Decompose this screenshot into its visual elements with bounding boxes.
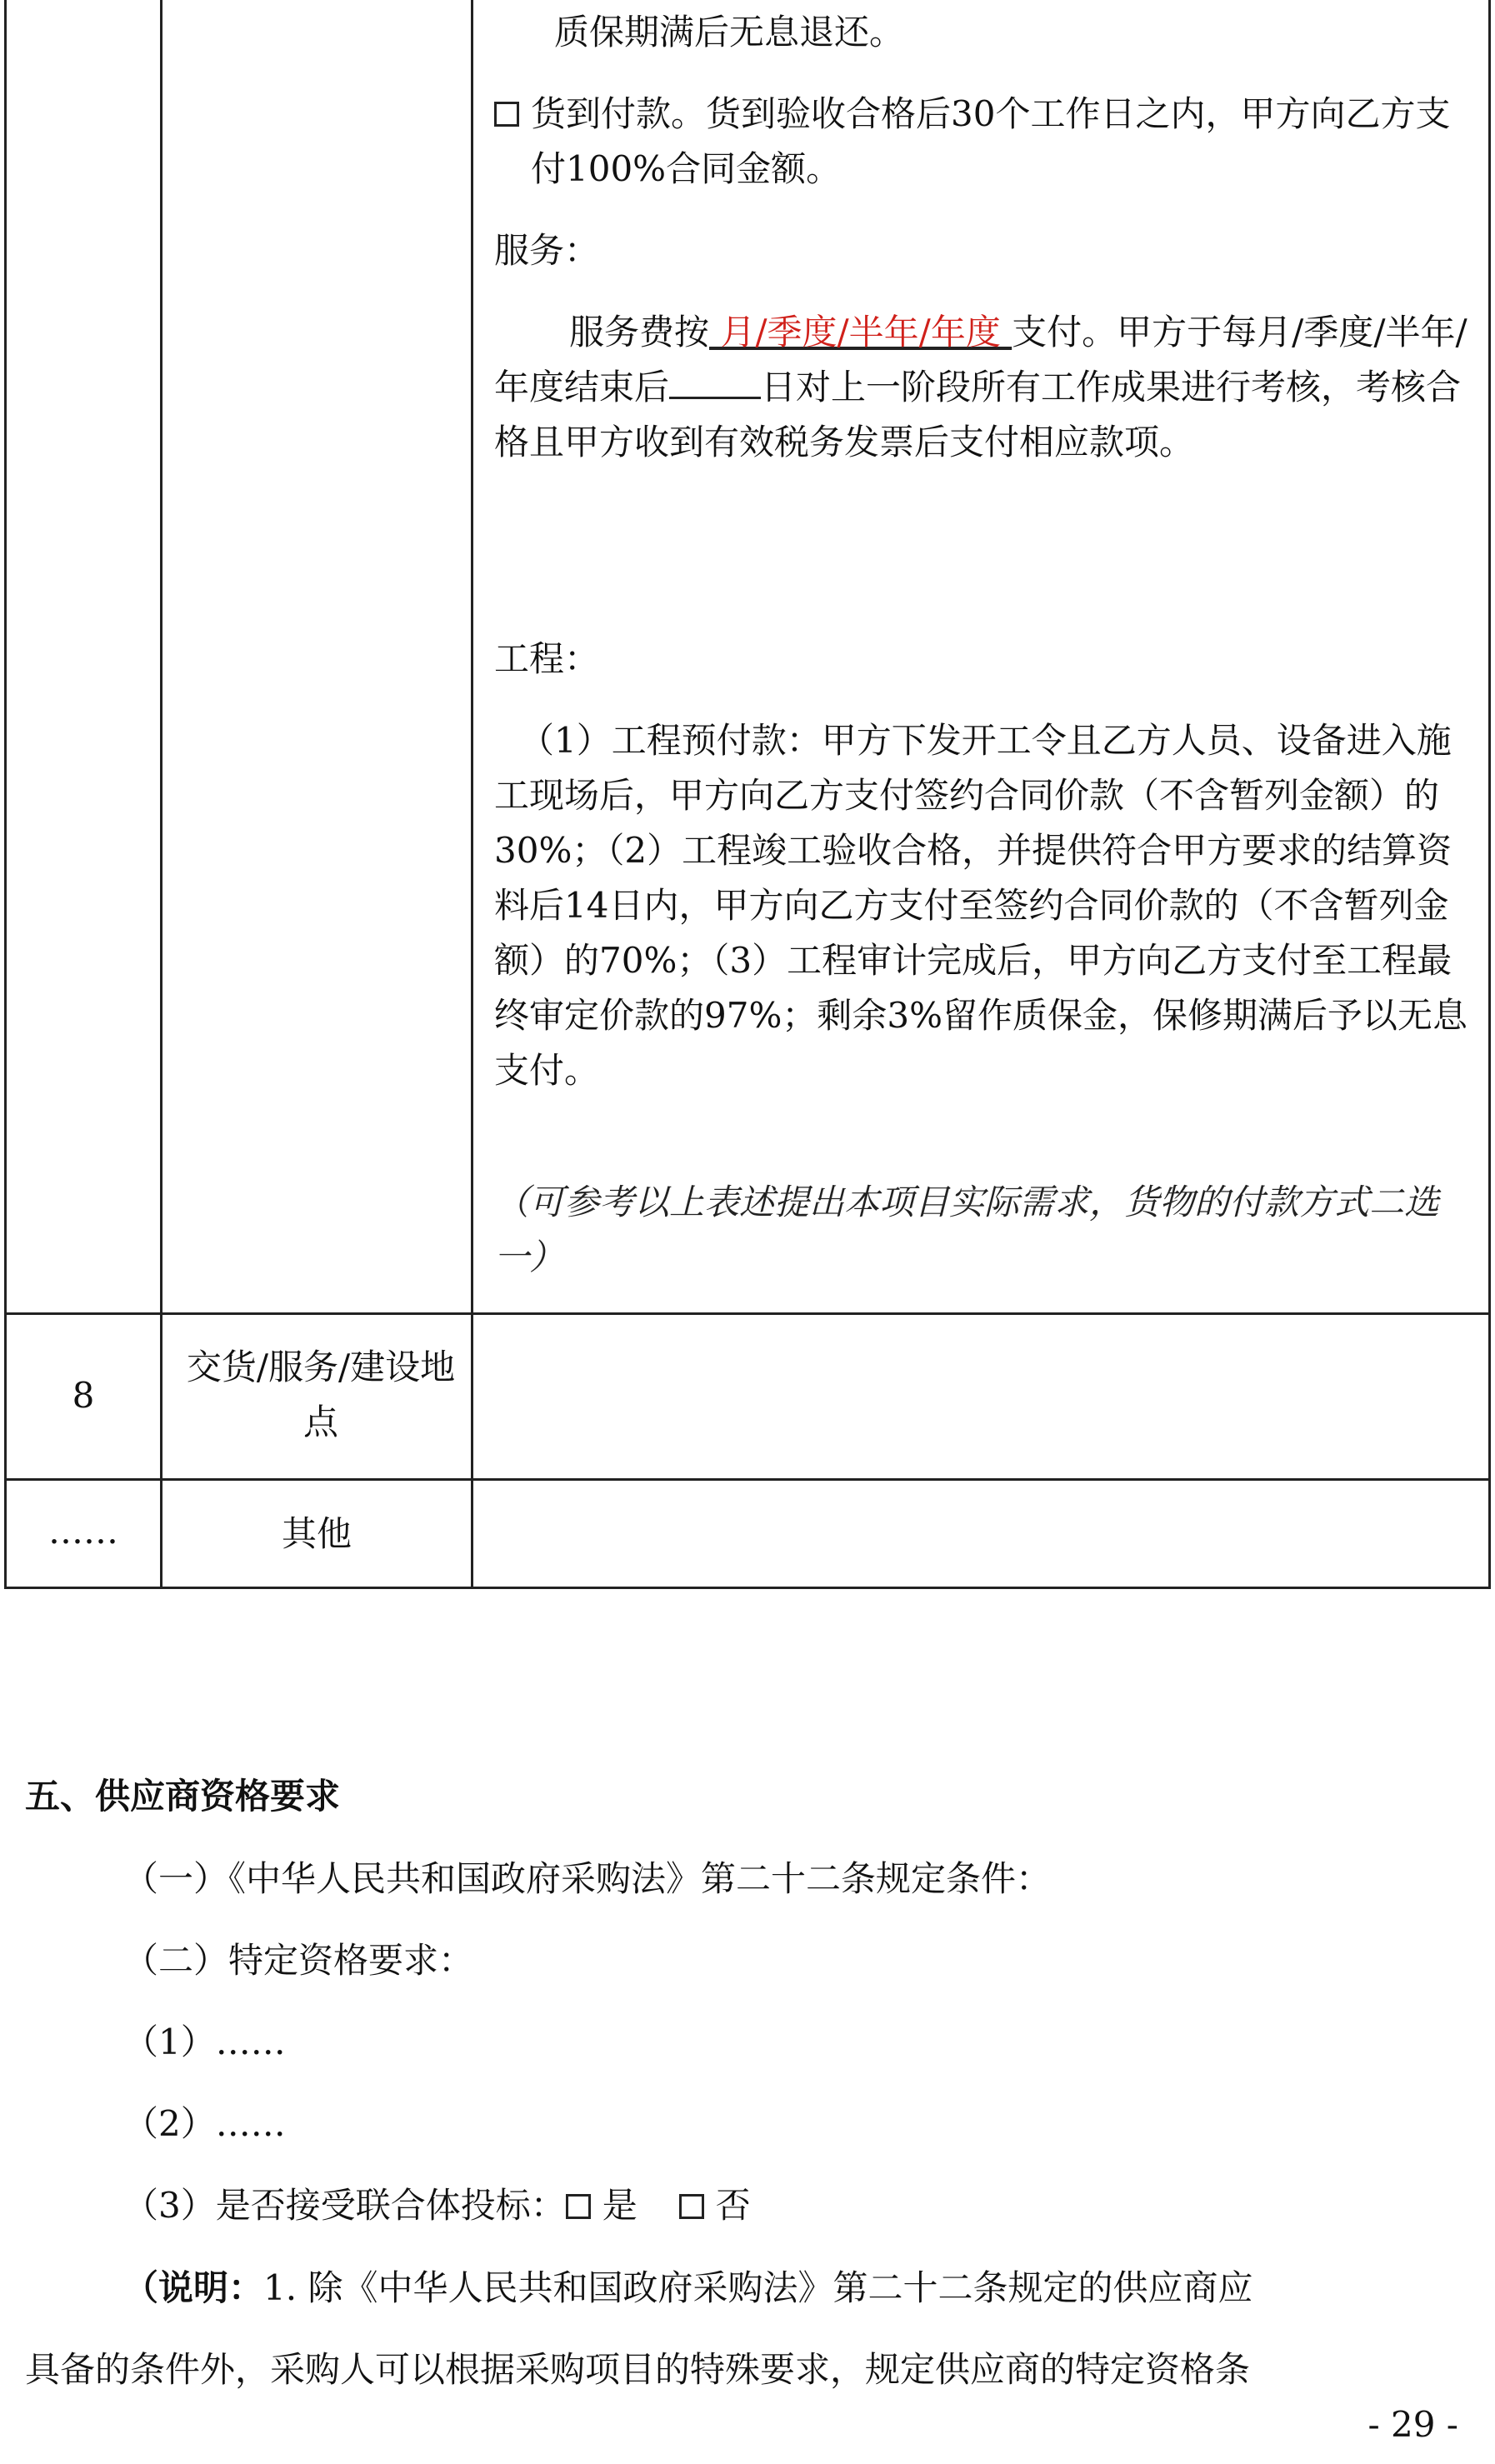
days-blank-field[interactable]	[669, 368, 761, 399]
qualification-sub-1: （1）……	[123, 2022, 286, 2062]
table-border-left	[4, 0, 7, 1589]
table-border-right	[1488, 0, 1491, 1589]
engineering-paragraph: （1）工程预付款：甲方下发开工令且乙方人员、设备进入施工现场后，甲方向乙方支付签约合同价款（不含暂列金额）的30%；（2）工程竣工验收合格，并提供符合甲方要求的结算资料后14日内，甲方向乙方支付至签约合同价款的（不含暂列金额）的70%；（3）工程审计完成后，甲方向乙方支付至工程最终审定价款的97%；剩余3%留作质保金，保修期满后予以无息支付。	[494, 720, 1468, 1091]
service-period-options: 月/季度/半年/年度	[709, 312, 1012, 352]
row-separator-1	[4, 1312, 1491, 1315]
qualification-item-1: （一）《中华人民共和国政府采购法》第二十二条规定条件：	[123, 1858, 1052, 1899]
table-divider-1	[160, 0, 162, 1589]
table-divider-2	[471, 0, 473, 1589]
consortium-label: （3）是否接受联合体投标：	[123, 2185, 566, 2226]
qualification-item-2: （二）特定资格要求：	[123, 1940, 474, 1981]
warranty-return-text: 质保期满后无息退还。	[554, 12, 905, 52]
reference-note: （可参考以上表述提出本项目实际需求，货物的付款方式二选一）	[494, 1182, 1440, 1277]
row-separator-2	[4, 1478, 1491, 1481]
consortium-yes-checkbox[interactable]	[566, 2194, 591, 2219]
consortium-question	[123, 2181, 751, 2231]
consortium-no-checkbox[interactable]	[679, 2194, 704, 2219]
service-text-a: 服务费按	[569, 312, 710, 352]
note-line-2: 具备的条件外，采购人可以根据采购项目的特殊要求，规定供应商的特定资格条	[25, 2349, 1251, 2390]
service-text-b: 支付。甲方于每月/季度/半年/年度结束后	[494, 312, 1468, 407]
note-text-1: 1. 除《中华人民共和国政府采购法》第二十二条规定的供应商应	[263, 2267, 1253, 2308]
row-other-number: ……	[48, 1511, 118, 1552]
consortium-yes-label: 是	[602, 2185, 638, 2226]
service-paragraph	[494, 305, 1478, 470]
section-5-title: 五、供应商资格要求	[25, 1776, 341, 1817]
consortium-no-label: 否	[715, 2185, 751, 2226]
qualification-sub-2: （2）……	[123, 2103, 286, 2144]
row-8-number: 8	[72, 1375, 95, 1416]
service-heading: 服务：	[494, 230, 600, 271]
service-text-c: 日对上一阶段所有工作成果进行考核，考核合格且甲方收到有效税务发票后支付相应款项。	[494, 367, 1462, 462]
cod-checkbox[interactable]	[494, 102, 519, 127]
note-prefix: （说明：	[123, 2267, 264, 2308]
note-line-1	[123, 2263, 1252, 2313]
row-8-label: 交货/服务/建设地点	[186, 1347, 456, 1442]
table-border-bottom	[4, 1587, 1491, 1589]
cod-option	[494, 87, 1478, 197]
requirements-table	[4, 0, 1491, 1589]
engineering-heading: 工程：	[494, 638, 600, 679]
row-other-label: 其他	[281, 1513, 352, 1554]
page-number: - 29 -	[1368, 2404, 1458, 2445]
cod-text: 货到付款。货到验收合格后30个工作日之内，甲方向乙方支付100%合同金额。	[531, 93, 1451, 189]
